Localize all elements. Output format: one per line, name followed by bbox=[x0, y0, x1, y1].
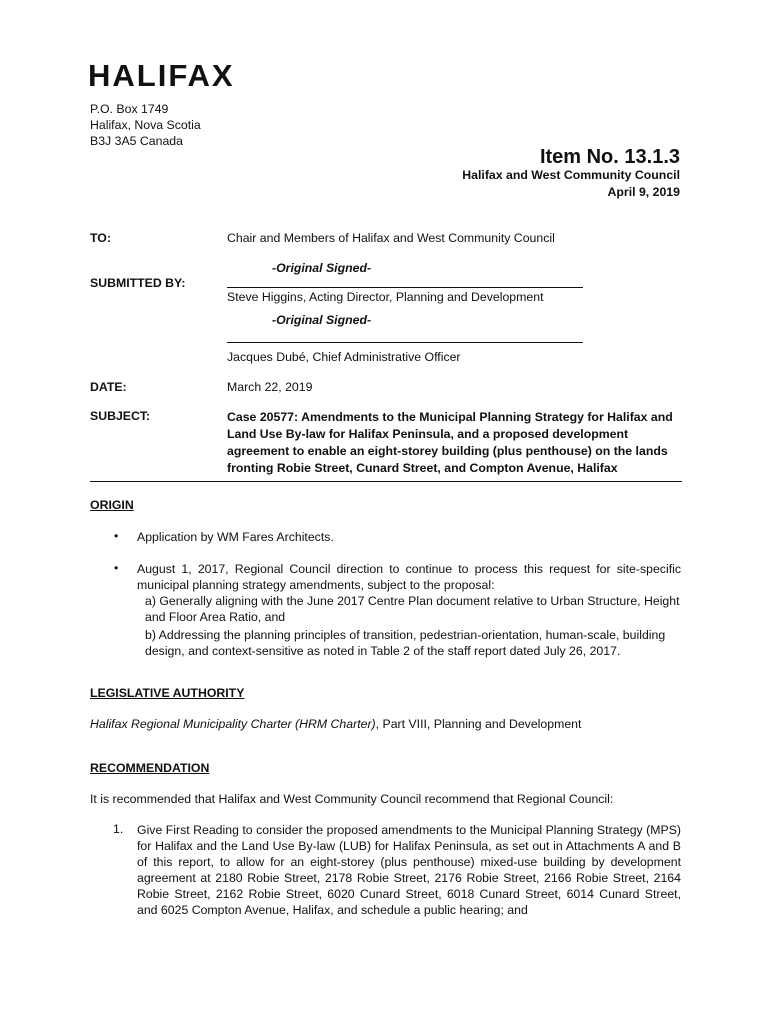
original-signed-2: -Original Signed- bbox=[272, 313, 372, 327]
charter-detail: , Part VIII, Planning and Development bbox=[375, 717, 582, 731]
address-line: P.O. Box 1749 bbox=[90, 102, 169, 116]
origin-sub-a: a) Generally aligning with the June 2017 Centre Plan document relative to Urban Structure, Height and Floor Area Ratio, and bbox=[145, 594, 680, 624]
date-value: March 22, 2019 bbox=[227, 380, 313, 394]
signature-line-1 bbox=[227, 287, 583, 288]
date-label: DATE: bbox=[90, 380, 127, 394]
meeting-date: April 9, 2019 bbox=[607, 185, 680, 199]
original-signed-1: -Original Signed- bbox=[272, 261, 372, 275]
bullet-2-marker: • bbox=[114, 561, 119, 575]
to-label: TO: bbox=[90, 231, 111, 245]
council-name: Halifax and West Community Council bbox=[462, 168, 680, 182]
subject-label: SUBJECT: bbox=[90, 409, 151, 423]
origin-bullet-1: Application by WM Fares Architects. bbox=[137, 530, 334, 544]
address-line: Halifax, Nova Scotia bbox=[90, 118, 201, 132]
submitted-by-1: Steve Higgins, Acting Director, Planning and Development bbox=[227, 290, 544, 304]
origin-bullet-2: August 1, 2017, Regional Council direction to continue to process this request for site-specific municipal planning strategy amendments, subject to the proposal: bbox=[137, 562, 681, 592]
item-number: Item No. 13.1.3 bbox=[539, 146, 680, 168]
recommendation-heading: RECOMMENDATION bbox=[90, 761, 210, 775]
legislative-text bbox=[90, 716, 682, 732]
recommendation-intro: It is recommended that Halifax and West Community Council recommend that Regional Council: bbox=[90, 792, 614, 806]
halifax-logo: HALIFAX bbox=[88, 58, 235, 93]
origin-heading: ORIGIN bbox=[90, 498, 134, 512]
to-value: Chair and Members of Halifax and West Community Council bbox=[227, 231, 555, 245]
bullet-1-marker: • bbox=[114, 529, 119, 543]
charter-title: Halifax Regional Municipality Charter (HRM Charter) bbox=[90, 717, 376, 731]
address-line: B3J 3A5 Canada bbox=[90, 134, 183, 148]
recommendation-1-number: 1. bbox=[113, 822, 124, 836]
submitted-by-2: Jacques Dubé, Chief Administrative Officer bbox=[227, 350, 461, 364]
legislative-heading: LEGISLATIVE AUTHORITY bbox=[90, 686, 245, 700]
submitted-by-label: SUBMITTED BY: bbox=[90, 276, 186, 290]
mailing-address bbox=[90, 101, 201, 149]
subject-value: Case 20577: Amendments to the Municipal Planning Strategy for Halifax and Land Use By-law for Halifax Peninsula, and a proposed development agreement to enable an eight-storey building (plus penthouse) on the lands fronting Robie Street, Cunard Street, and Compton Avenue, Halifax bbox=[227, 410, 673, 475]
signature-line-2 bbox=[227, 342, 583, 343]
section-divider bbox=[90, 481, 682, 482]
recommendation-1-text: Give First Reading to consider the proposed amendments to the Municipal Planning Strategy (MPS) for Halifax and the Land Use By-law (LUB) for Halifax Peninsula, as set out in Attachments A and B of this report, to allow for an eight-storey (plus penthouse) mixed-use building by development agreement at 2180 Robie Street, 2178 Robie Street, 2176 Robie Street, 2166 Robie Street, 2164 Robie Street, 2162 Robie Street, 6020 Cunard Street, 6018 Cunard Street, 6014 Cunard Street, and 6025 Compton Avenue, Halifax, and schedule a public hearing; and bbox=[137, 823, 681, 917]
origin-sub-b: b) Addressing the planning principles of transition, pedestrian-orientation, human-scale, building design, and context-sensitive as noted in Table 2 of the staff report dated July 26, 2017. bbox=[145, 628, 666, 658]
